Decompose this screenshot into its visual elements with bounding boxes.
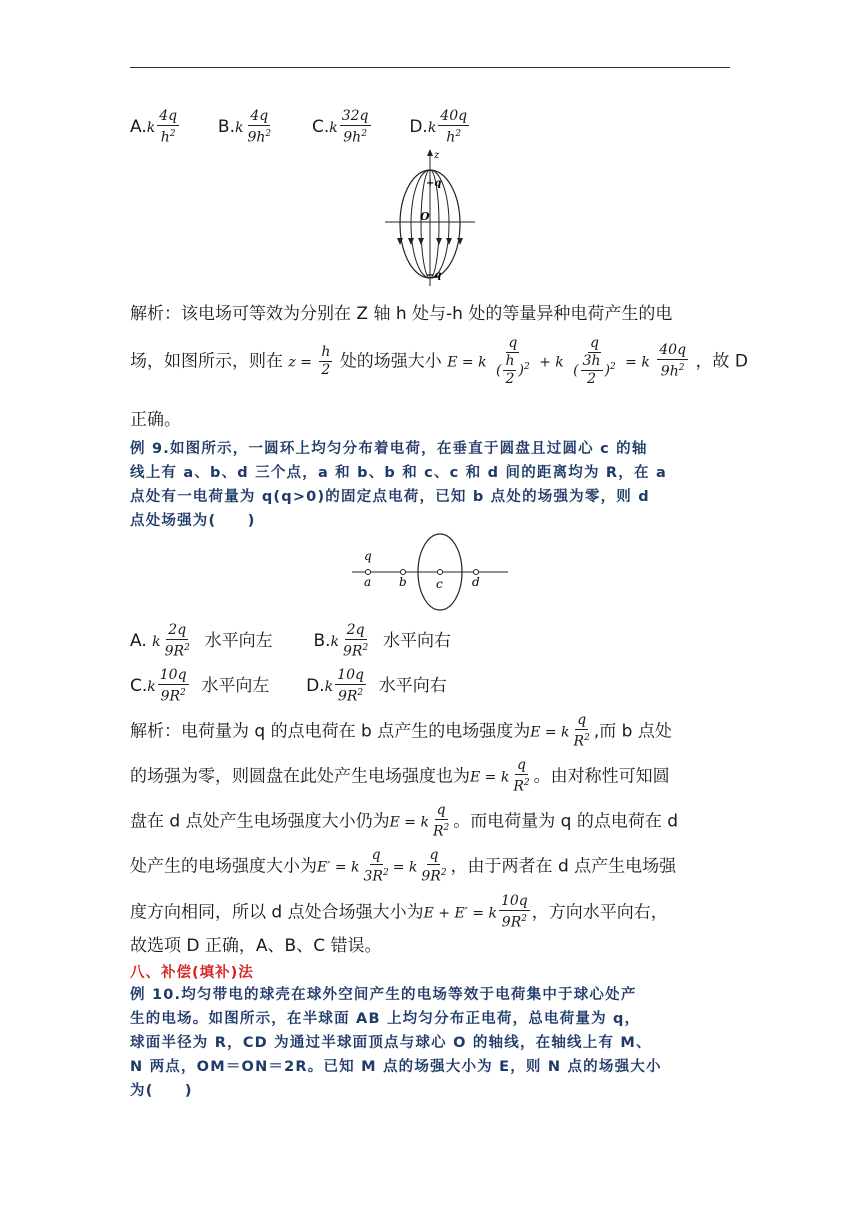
options9-row2 — [130, 667, 447, 706]
example9-line3: 点处有一电荷量为 q(q>0)的固定点电荷，已知 b 点处的场强为零，则 d — [130, 489, 650, 505]
section8-title: 八、补偿(填补)法 — [130, 965, 254, 981]
analysis9-line4: 处产生的电场强度大小为E′ = k $\frac{q}{3R^2}$ = k $\frac{q}{9R^2}$ ，由于两者在 d 点产生电场强 — [130, 847, 677, 885]
field-arrow — [418, 238, 424, 245]
example9-line1: 例 9.如图所示，一圆环上均匀分布着电荷，在垂直于圆盘且过圆心 c 的轴 — [130, 441, 648, 457]
example10-line5: 为( ) — [130, 1083, 193, 1099]
analysis9-line6: 故选项 D 正确，A、B、C 错误。 — [130, 936, 382, 956]
option9-b: B.k $\frac{2q}{9R^2}$ 水平向右 — [313, 622, 451, 660]
analysis9-line1: 解析：电荷量为 q 的点电荷在 b 点产生的电场强度为E = k $\frac{q}{R^2}$ ,而 b 点处 — [130, 712, 672, 750]
option-c: C.k $\frac{32q}{9h^2}$ — [311, 108, 369, 146]
point-a — [366, 570, 371, 575]
option9-c: C.k $\frac{10q}{9R^2}$ 水平向左 — [130, 667, 270, 705]
example10-line3: 球面半径为 R，CD 为通过半球面顶点与球心 O 的轴线，在轴线上有 M、 — [130, 1035, 652, 1051]
option9-d: D.k $\frac{10q}{9R^2}$ 水平向右 — [306, 667, 447, 705]
analysis9-line2: 的场强为零，则圆盘在此处产生电场强度也为E = k $\frac{q}{R^2}$ 。由对称性可知圆 — [130, 757, 670, 795]
z-axis-arrow — [427, 149, 433, 156]
plus-q-label: +q — [426, 178, 442, 189]
analysis9-line3: 盘在 d 点处产生电场强度大小仍为E = k $\frac{q}{R^2}$ 。而电荷量为 q 的点电荷在 d — [130, 802, 679, 840]
point-b — [401, 570, 406, 575]
example9-line2: 线上有 a、b、d 三个点，a 和 b、b 和 c、c 和 d 间的距离均为 R，在 a — [130, 465, 667, 481]
example10-line1: 例 10.均匀带电的球壳在球外空间产生的电场等效于电荷集中于球心处产 — [130, 987, 637, 1003]
q-label: q — [364, 549, 372, 563]
option9-a: A. k $\frac{2q}{9R^2}$ 水平向左 — [130, 622, 273, 660]
option-a: A.k $\frac{4q}{h^2}$ — [130, 108, 178, 146]
analysis1-line1: 解析：该电场可等效为分别在 Z 轴 h 处与-h 处的等量异种电荷产生的电 — [130, 304, 673, 324]
point-c — [438, 570, 443, 575]
dipole-field-figure — [380, 148, 480, 288]
example9-line4: 点处场强为( ) — [130, 513, 256, 529]
point-d — [474, 570, 479, 575]
example10-line4: N 两点，OM＝ON＝2R。已知 M 点的场强大小为 E，则 N 点的场强大小 — [130, 1059, 662, 1075]
z-label: z — [434, 150, 440, 161]
options9-row1 — [130, 622, 451, 661]
example10-line2: 生的电场。如图所示，在半球面 AB 上均匀分布正电荷，总电荷量为 q， — [130, 1011, 641, 1027]
options-row-top — [130, 108, 471, 147]
option-b: B.k $\frac{4q}{9h^2}$ — [217, 108, 272, 146]
analysis1-line3: 正确。 — [130, 410, 181, 430]
analysis9-line5: 度方向相同，所以 d 点处合场强大小为E + E′ = k $\frac{10q}{9R^2}$ ，方向水平向右， — [130, 893, 668, 931]
minus-q-label: −q — [426, 270, 442, 281]
field-arrow — [436, 238, 442, 245]
option-d: D.k $\frac{40q}{h^2}$ — [409, 108, 468, 146]
analysis1-line2: 场，如图所示，则在 z = $\frac{h}{2}$ 处的场强大小 E = k q ( $\frac{h}{2}$ )$^2$ + k q ( $\frac{3h}{2}$ )$^2$ = k $\frac{40q}{9h^2}$ ，故 D — [130, 335, 748, 387]
field-arrow — [446, 238, 452, 245]
d-label: d — [472, 575, 480, 589]
field-arrow — [408, 238, 414, 245]
ring-axis-figure — [350, 528, 510, 612]
header-rule — [130, 67, 730, 68]
a-label: a — [364, 575, 372, 589]
c-label: c — [436, 577, 443, 591]
origin-label: O — [420, 210, 430, 223]
b-label: b — [399, 575, 407, 589]
